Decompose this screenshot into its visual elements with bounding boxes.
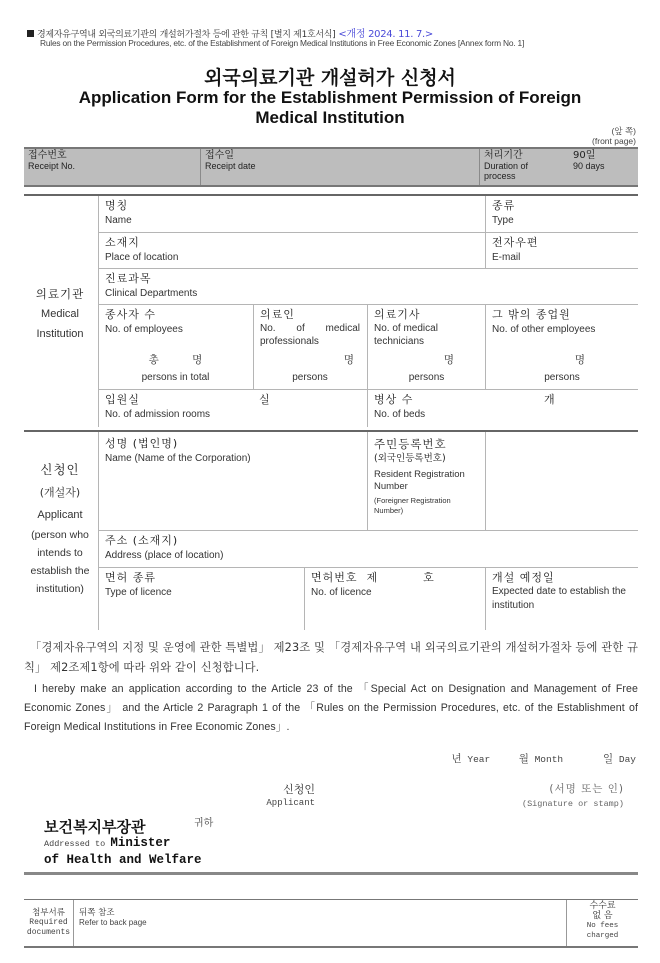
- receipt-date-field[interactable]: [201, 149, 478, 185]
- employees-count-field[interactable]: [99, 305, 252, 389]
- fee-value-en-2: charged: [586, 932, 619, 940]
- email-field[interactable]: [486, 233, 638, 268]
- email-label-ko: 전자우편: [492, 236, 539, 249]
- declaration-en: I hereby make an application according to the Article 23 of the 「Special Act on Designation and Management of Free Economic Zones」 and the Article 2 Paragraph 1 of the 「Rules on the Permission Procedures, etc. of the Establishment of Foreign Medical Institutions in Free Economic Zones」.: [24, 683, 638, 733]
- expected-open-date-field[interactable]: [486, 568, 638, 630]
- addressee-ko: 보건복지부장관: [44, 818, 146, 836]
- square-bullet-icon: [27, 30, 34, 37]
- attachments-label: [24, 900, 73, 946]
- year-label-en: Year: [467, 754, 491, 765]
- institution-side-en-1: Medical: [41, 308, 79, 320]
- licence-type-label-ko: 면허 종류: [105, 571, 157, 584]
- applicant-side-en-3: intends to: [37, 547, 83, 559]
- employees-label-en: No. of employees: [105, 324, 183, 335]
- receipt-date-label-en: Receipt date: [205, 161, 256, 171]
- day-label-en: Day: [618, 754, 636, 765]
- attachments-label-en-2: documents: [26, 928, 71, 937]
- duration-value: [569, 149, 639, 185]
- attachments-value-en: Refer to back page: [79, 918, 147, 927]
- medical-professionals-field[interactable]: [254, 305, 366, 389]
- institution-name-label-en: Name: [105, 215, 132, 226]
- employees-unit-ko: 총 명: [148, 354, 203, 366]
- institution-type-field[interactable]: [486, 196, 638, 232]
- attachments-label-ko: 첨부서류: [32, 908, 65, 918]
- employees-label-ko: 종사자 수: [105, 308, 157, 321]
- year-label-ko: 년: [451, 753, 462, 765]
- address-label-ko: 주소 (소재지): [105, 534, 179, 547]
- page-title-ko: 외국의료기관 개설허가 신청서: [204, 67, 456, 89]
- technicians-label-ko: 의료기사: [374, 308, 421, 321]
- location-label-ko: 소재지: [105, 236, 140, 249]
- title-en-line2: Medical Institution: [255, 108, 405, 127]
- institution-type-label-en: Type: [492, 215, 514, 226]
- beds-label-ko: 병상 수: [374, 393, 414, 406]
- regulation-en: Rules on the Permission Procedures, etc. of the Establishment of Foreign Medical Institutions in Free Economic Zones [Annex form No. 1]: [40, 38, 525, 48]
- departments-label-en: Clinical Departments: [105, 288, 198, 299]
- others-label-en: No. of other employees: [492, 324, 596, 335]
- rrn-label-ko-1: 주민등록번호: [374, 437, 447, 451]
- others-unit-ko: 명: [574, 354, 586, 366]
- applicant-name-label-en: Name (Name of the Corporation): [105, 453, 251, 464]
- receipt-bar: [24, 147, 638, 187]
- signature-stamp-ko[interactable]: (서명 또는 인): [549, 783, 624, 795]
- licence-type-field[interactable]: [99, 568, 303, 630]
- professionals-unit-ko: 명: [343, 354, 354, 366]
- open-date-label-ko: 개설 예정일: [492, 571, 555, 584]
- page-title-en: [0, 88, 660, 128]
- duration-label-en: Duration of process: [484, 161, 529, 181]
- location-label-en: Place of location: [105, 252, 179, 263]
- rooms-label-ko: 입원실: [105, 393, 140, 406]
- duration-value-ko: 90일: [573, 150, 596, 161]
- location-field[interactable]: [99, 233, 479, 268]
- technicians-unit-en: persons: [408, 372, 445, 383]
- rrn-label-ko-2: (외국인등록번호): [374, 453, 446, 464]
- rrn-label-en-1: Resident Registration Number: [374, 469, 465, 492]
- licence-no-label-ko: 면허번호 제 호: [311, 571, 435, 584]
- duration-label: [480, 149, 560, 185]
- applicant-side-label: [24, 438, 96, 598]
- clinical-departments-field[interactable]: [99, 269, 638, 304]
- signature-stamp-en: (Signature or stamp): [521, 799, 624, 809]
- day-label-ko: 일: [603, 753, 614, 765]
- rooms-unit-ko: 실: [259, 393, 271, 406]
- regulation-ko: 경제자유구역내 외국의료기관의 개설허가절차 등에 관한 규칙 [별지 제1호서식]: [37, 30, 336, 40]
- declaration-ko: 「경제자유구역의 지정 및 운영에 관한 특별법」 제23조 및 「경제자유구역 내 외국의료기관의 개설허가절차 등에 관한 규칙」 제2조제1항에 따라 위와 같이 신청합니다.: [24, 641, 638, 674]
- admission-rooms-field[interactable]: [99, 390, 367, 427]
- registration-number-input[interactable]: [486, 432, 638, 530]
- applicant-side-en-4: establish the: [30, 565, 90, 577]
- attachments-value-ko: 뒤쪽 참조: [79, 908, 115, 918]
- fee-value-ko: 없 음: [592, 911, 613, 921]
- address-label-en: Address (place of location): [105, 550, 224, 561]
- rooms-label-en: No. of admission rooms: [105, 409, 211, 420]
- title-en-line1: Application Form for the Establishment Permission of Foreign: [78, 88, 582, 107]
- licence-no-label-en: No. of licence: [311, 587, 372, 598]
- institution-side-en-2: Institution: [36, 328, 84, 340]
- technicians-label-en: No. of medical technicians: [374, 323, 438, 347]
- institution-side-ko: 의료기관: [35, 287, 85, 301]
- beds-unit-ko: 개: [544, 393, 556, 406]
- others-label-ko: 그 밖의 종업원: [492, 308, 571, 321]
- beds-field[interactable]: [368, 390, 638, 427]
- professionals-label-en: No. of medical professionals: [260, 323, 360, 347]
- applicant-side-ko-2: (개설자): [39, 486, 81, 499]
- revision-date: <개정 2024. 11. 7.>: [338, 29, 433, 40]
- professionals-label-ko: 의료인: [260, 308, 295, 321]
- receipt-no-field[interactable]: [24, 149, 200, 185]
- technicians-unit-ko: 명: [443, 354, 454, 366]
- attachments-value: [79, 908, 147, 928]
- month-label-en: Month: [534, 754, 564, 765]
- attachments-label-en-1: Required: [29, 918, 68, 927]
- addressee-en-line2: of Health and Welfare: [44, 853, 202, 867]
- month-label-ko: 월: [518, 753, 529, 765]
- medical-technicians-field[interactable]: [368, 305, 485, 389]
- open-date-label-en: Expected date to establish the institution: [492, 586, 626, 611]
- applicant-side-en-1: Applicant: [37, 509, 83, 521]
- licence-type-label-en: Type of licence: [105, 587, 172, 598]
- applicant-name-field[interactable]: [99, 434, 367, 530]
- addressee-honorific: 귀하: [194, 818, 214, 829]
- institution-name-label-ko: 명칭: [105, 199, 129, 212]
- institution-type-label-ko: 종류: [492, 199, 516, 212]
- fee-value-en-1: No fees: [586, 922, 619, 930]
- date-row[interactable]: [452, 751, 636, 766]
- applicant-signature-label-en: Applicant: [266, 798, 315, 808]
- rrn-label-en-2: (Foreigner Registration Number): [374, 496, 451, 515]
- beds-label-en: No. of beds: [374, 409, 426, 420]
- departments-label-ko: 진료과목: [105, 272, 152, 285]
- others-unit-en: persons: [544, 372, 580, 383]
- email-label-en: E-mail: [492, 252, 521, 263]
- employees-unit-en: persons in total: [141, 372, 210, 383]
- page-side-ko: (앞 쪽): [611, 126, 636, 136]
- duration-label-ko: 처리기간: [484, 150, 523, 161]
- page-side-note: [592, 126, 636, 146]
- applicant-signature-label-ko: 신청인: [283, 783, 315, 796]
- applicant-name-label-ko: 성명 (법인명): [105, 437, 179, 450]
- institution-side-label: [24, 284, 96, 344]
- fee-cell: [566, 900, 638, 946]
- addressee-en-line1: [44, 836, 170, 850]
- declaration-text: [24, 638, 638, 737]
- fee-label-ko: 수수료: [589, 901, 616, 911]
- receipt-no-label-ko: 접수번호: [28, 150, 67, 161]
- applicant-side-en-5: institution): [36, 583, 84, 595]
- applicant-side-ko-1: 신청인: [40, 462, 80, 477]
- medical-institution-section: [24, 194, 638, 427]
- applicant-side-en-2: (person who: [31, 529, 89, 541]
- divider: [24, 872, 638, 875]
- receipt-no-label-en: Receipt No.: [28, 161, 76, 171]
- other-employees-field[interactable]: [486, 305, 638, 389]
- addressee-prefix: Addressed to: [44, 839, 106, 849]
- applicant-section: [24, 430, 638, 630]
- registration-number-label: [368, 434, 485, 530]
- licence-number-field[interactable]: [305, 568, 485, 630]
- professionals-unit-en: persons: [292, 372, 328, 383]
- duration-value-en: 90 days: [573, 161, 605, 171]
- receipt-date-label-ko: 접수일: [205, 150, 234, 161]
- attachments-table: [24, 899, 638, 948]
- applicant-address-field[interactable]: [99, 531, 638, 567]
- page-side-en: (front page): [592, 136, 636, 146]
- institution-name-field[interactable]: [99, 196, 479, 232]
- addressee-minister: Minister: [110, 836, 171, 850]
